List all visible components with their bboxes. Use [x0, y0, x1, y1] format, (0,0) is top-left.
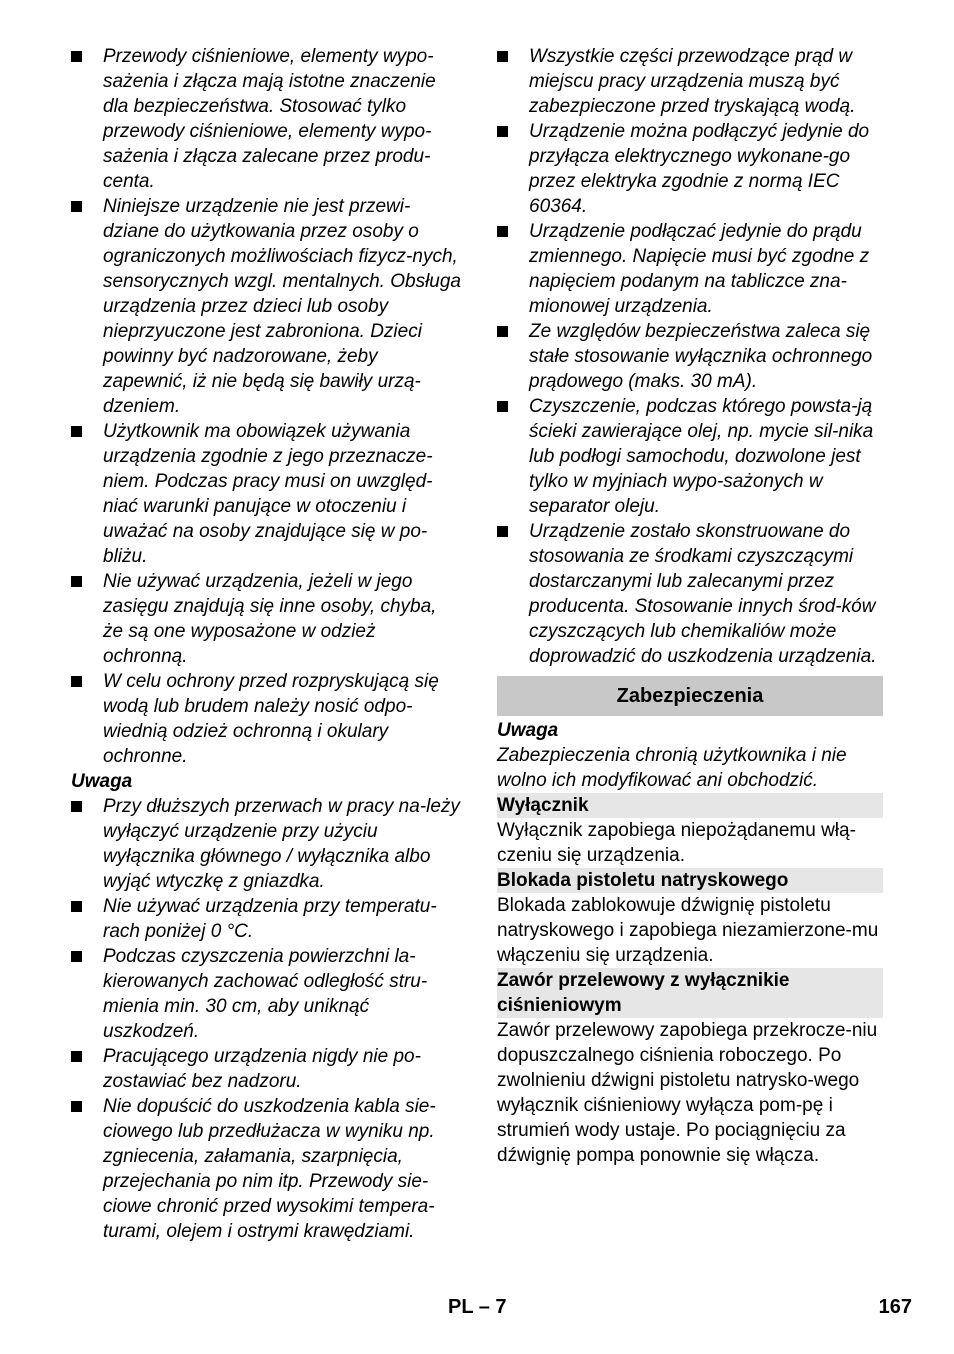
square-bullet-icon: [71, 1101, 82, 1112]
subheading-overflow-valve: Zawór przelewowy z wyłącznikie ciśnieniowym: [497, 968, 883, 1018]
list-item: Pracującego urządzenia nigdy nie po-zostawiać bez nadzoru.: [71, 1044, 461, 1094]
list-item: Urządzenie zostało skonstruowane do stosowania ze środkami czyszczącymi dostarczanymi lub zalecanymi przez producenta. Stosowanie innych środ-ków czyszczących lub chemikaliów może doprowadzić do uszkodzenia urządzenia.: [497, 519, 883, 669]
footer-language-page: PL – 7: [448, 1296, 507, 1318]
subheading-switch: Wyłącznik: [497, 793, 883, 818]
square-bullet-icon: [497, 51, 508, 62]
list-item: Niniejsze urządzenie nie jest przewi-dziane do użytkowania przez osoby o ograniczonych możliwościach fizycz-nych, sensorycznych wzgl. mentalnych. Obsługa urządzenia przez dzieci lub osoby nieprzyuczone jest zabroniona. Dzieci powinny być nadzorowane, żeby zapewnić, iż nie będą się bawiły urzą-dzeniem.: [71, 194, 461, 419]
footer-page-number: 167: [878, 1296, 912, 1318]
overflow-valve-text: Zawór przelewowy zapobiega przekrocze-niu dopuszczalnego ciśnienia roboczego. Po zwolnieniu dźwigni pistoletu natrysko-wego wyłącznik ciśnieniowy wyłącza pom-pę i strumień wody ustaje. Po pociągnięciu za dźwignię pompa ponownie się włącza.: [497, 1020, 878, 1166]
list-item: Ze względów bezpieczeństwa zaleca się stałe stosowanie wyłącznika ochronnego prądowego (maks. 30 mA).: [497, 319, 883, 394]
list-item: Przy dłuższych przerwach w pracy na-leży wyłączyć urządzenie przy użyciu wyłącznika głównego / wyłącznika albo wyjąć wtyczkę z gniazdka.: [71, 794, 461, 894]
square-bullet-icon: [497, 326, 508, 337]
square-bullet-icon: [71, 201, 82, 212]
square-bullet-icon: [497, 401, 508, 412]
note-heading: Uwaga: [71, 771, 133, 792]
square-bullet-icon: [497, 526, 508, 537]
list-item: Wszystkie części przewodzące prąd w miejscu pracy urządzenia muszą być zabezpieczone przed tryskającą wodą.: [497, 44, 883, 119]
trigger-lock-text: Blokada zablokowuje dźwignię pistoletu natryskowego i zapobiega niezamierzone-mu włączeniu się urządzenia.: [497, 895, 879, 966]
square-bullet-icon: [497, 226, 508, 237]
switch-text: Wyłącznik zapobiega niepożądanemu włą-czeniu się urządzenia.: [497, 820, 856, 866]
safety-list-2: [71, 794, 461, 1244]
square-bullet-icon: [71, 1051, 82, 1062]
square-bullet-icon: [71, 51, 82, 62]
list-item: Nie używać urządzenia przy temperatu-rach poniżej 0 °C.: [71, 894, 461, 944]
square-bullet-icon: [71, 801, 82, 812]
list-item: W celu ochrony przed rozpryskującą się wodą lub brudem należy nosić odpo-wiednią odzież ochronną i okulary ochronne.: [71, 669, 461, 769]
list-item: Urządzenie można podłączyć jedynie do przyłącza elektrycznego wykonane-go przez elektryka zgodnie z normą IEC 60364.: [497, 119, 883, 219]
list-item: Czyszczenie, podczas którego powsta-ją ścieki zawierające olej, np. mycie sil-nika lub podłogi samochodu, dozwolone jest tylko w myjniach wypo-sażonych w separator oleju.: [497, 394, 883, 519]
square-bullet-icon: [71, 676, 82, 687]
electrical-safety-list: [497, 44, 883, 669]
list-item: Nie dopuścić do uszkodzenia kabla sie-ciowego lub przedłużacza w wyniku np. zgniecenia, załamania, szarpnięcia, przejechania po nim itp. Przewody sie-ciowe chronić przed wysokimi tempera-turami, olejem i ostrymi krawędziami.: [71, 1094, 461, 1244]
section-heading-safety-devices: Zabezpieczenia: [497, 676, 883, 716]
right-column: [497, 44, 883, 1168]
square-bullet-icon: [71, 951, 82, 962]
list-item: Podczas czyszczenia powierzchni la-kierowanych zachować odległość stru-mienia min. 30 cm, aby uniknąć uszkodzeń.: [71, 944, 461, 1044]
square-bullet-icon: [497, 126, 508, 137]
square-bullet-icon: [71, 901, 82, 912]
subheading-trigger-lock: Blokada pistoletu natryskowego: [497, 868, 883, 893]
list-item: Użytkownik ma obowiązek używania urządzenia zgodnie z jego przeznacze-niem. Podczas pracy musi on uwzględ-niać warunki panujące w otoczeniu i uważać na osoby znajdujące się w po-bliżu.: [71, 419, 461, 569]
safety-list-1: [71, 44, 461, 769]
list-item: Przewody ciśnieniowe, elementy wypo-sażenia i złącza mają istotne znaczenie dla bezpieczeństwa. Stosować tylko przewody ciśnieniowe, elementy wypo-sażenia i złącza zalecane przez produ-centa.: [71, 44, 461, 194]
note-text: Zabezpieczenia chronią użytkownika i nie wolno ich modyfikować ani obchodzić.: [497, 745, 847, 791]
square-bullet-icon: [71, 576, 82, 587]
note-heading: Uwaga: [497, 720, 559, 741]
list-item: Nie używać urządzenia, jeżeli w jego zasięgu znajdują się inne osoby, chyba, że są one wyposażone w odzież ochronną.: [71, 569, 461, 669]
left-column: [71, 44, 461, 1244]
list-item: Urządzenie podłączać jedynie do prądu zmiennego. Napięcie musi być zgodne z napięciem podanym na tabliczce zna-mionowej urządzenia.: [497, 219, 883, 319]
square-bullet-icon: [71, 426, 82, 437]
